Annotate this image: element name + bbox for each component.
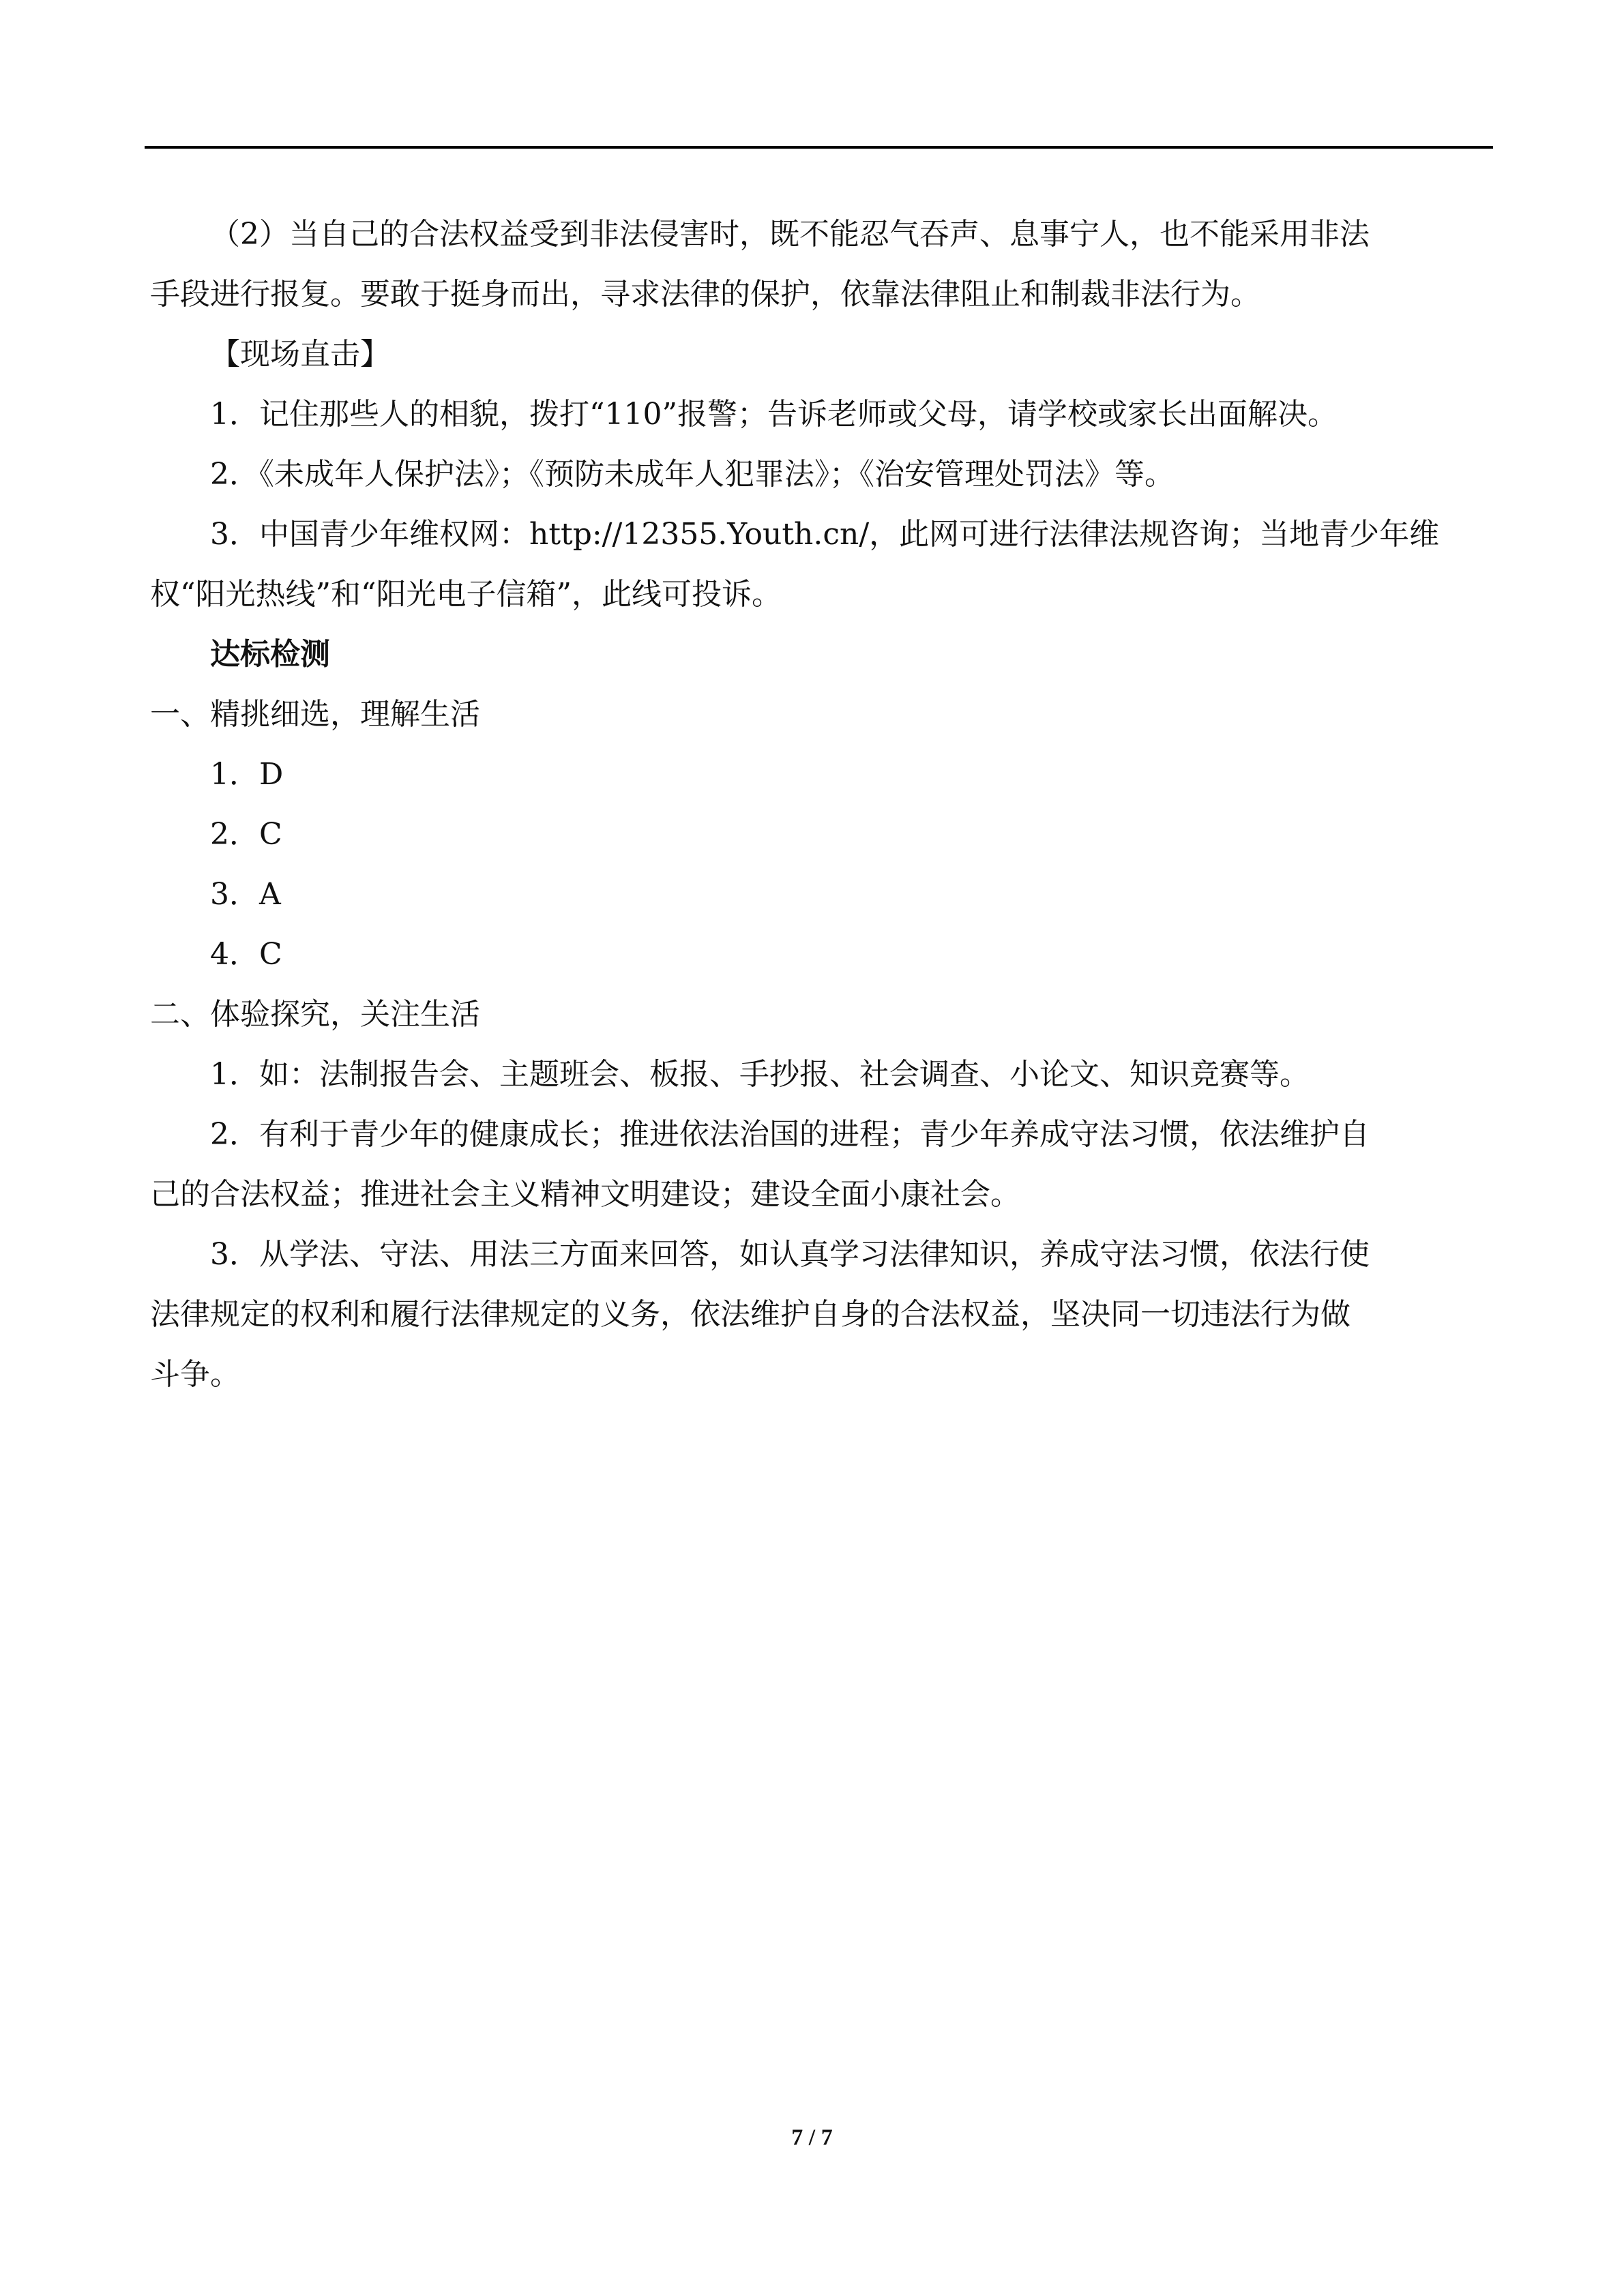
page-number: 7 / 7 (791, 2125, 833, 2150)
part-2-item-3-continued: 斗争。 (150, 1357, 240, 1392)
part-2-item-1: 1．如：法制报告会、主题班会、板报、手抄报、社会调查、小论文、知识竞赛等。 (210, 1057, 1310, 1092)
section-heading-on-scene: 【现场直击】 (210, 337, 390, 372)
part-2-item-3: 3．从学法、守法、用法三方面来回答，如认真学习法律知识，养成守法习惯，依法行使 (210, 1237, 1370, 1272)
paragraph-line: （2）当自己的合法权益受到非法侵害时，既不能忍气吞声、息事宁人，也不能采用非法 (210, 217, 1370, 252)
answer-item: 4．C (210, 937, 282, 972)
on-scene-item-1: 1．记住那些人的相貌，拨打“110”报警；告诉老师或父母，请学校或家长出面解决。 (210, 397, 1338, 432)
on-scene-item-2: 2．《未成年人保护法》；《预防未成年人犯罪法》；《治安管理处罚法》等。 (210, 457, 1175, 492)
paragraph-line: 手段进行报复。要敢于挺身而出，寻求法律的保护，依靠法律阻止和制裁非法行为。 (150, 277, 1260, 312)
answer-item: 2．C (210, 817, 282, 852)
standard-test-heading: 达标检测 (210, 637, 330, 672)
part-2-item-2-continued: 己的合法权益；推进社会主义精神文明建设；建设全面小康社会。 (150, 1177, 1020, 1212)
document-body (150, 205, 1487, 1405)
part-1-heading: 一、精挑细选，理解生活 (150, 697, 480, 732)
header-rule (145, 146, 1493, 149)
on-scene-item-3-continued: 权“阳光热线”和“阳光电子信箱”，此线可投诉。 (150, 577, 782, 612)
answer-item: 1．D (210, 757, 284, 792)
part-2-item-2: 2．有利于青少年的健康成长；推进依法治国的进程；青少年养成守法习惯，依法维护自 (210, 1117, 1370, 1152)
part-2-item-3-continued: 法律规定的权利和履行法律规定的义务，依法维护自身的合法权益，坚决同一切违法行为做 (150, 1297, 1350, 1332)
answer-item: 3．A (210, 877, 281, 912)
part-2-heading: 二、体验探究，关注生活 (150, 997, 480, 1032)
on-scene-item-3: 3．中国青少年维权网：http://12355.Youth.cn/，此网可进行法律法规咨询；当地青少年维 (210, 517, 1440, 552)
